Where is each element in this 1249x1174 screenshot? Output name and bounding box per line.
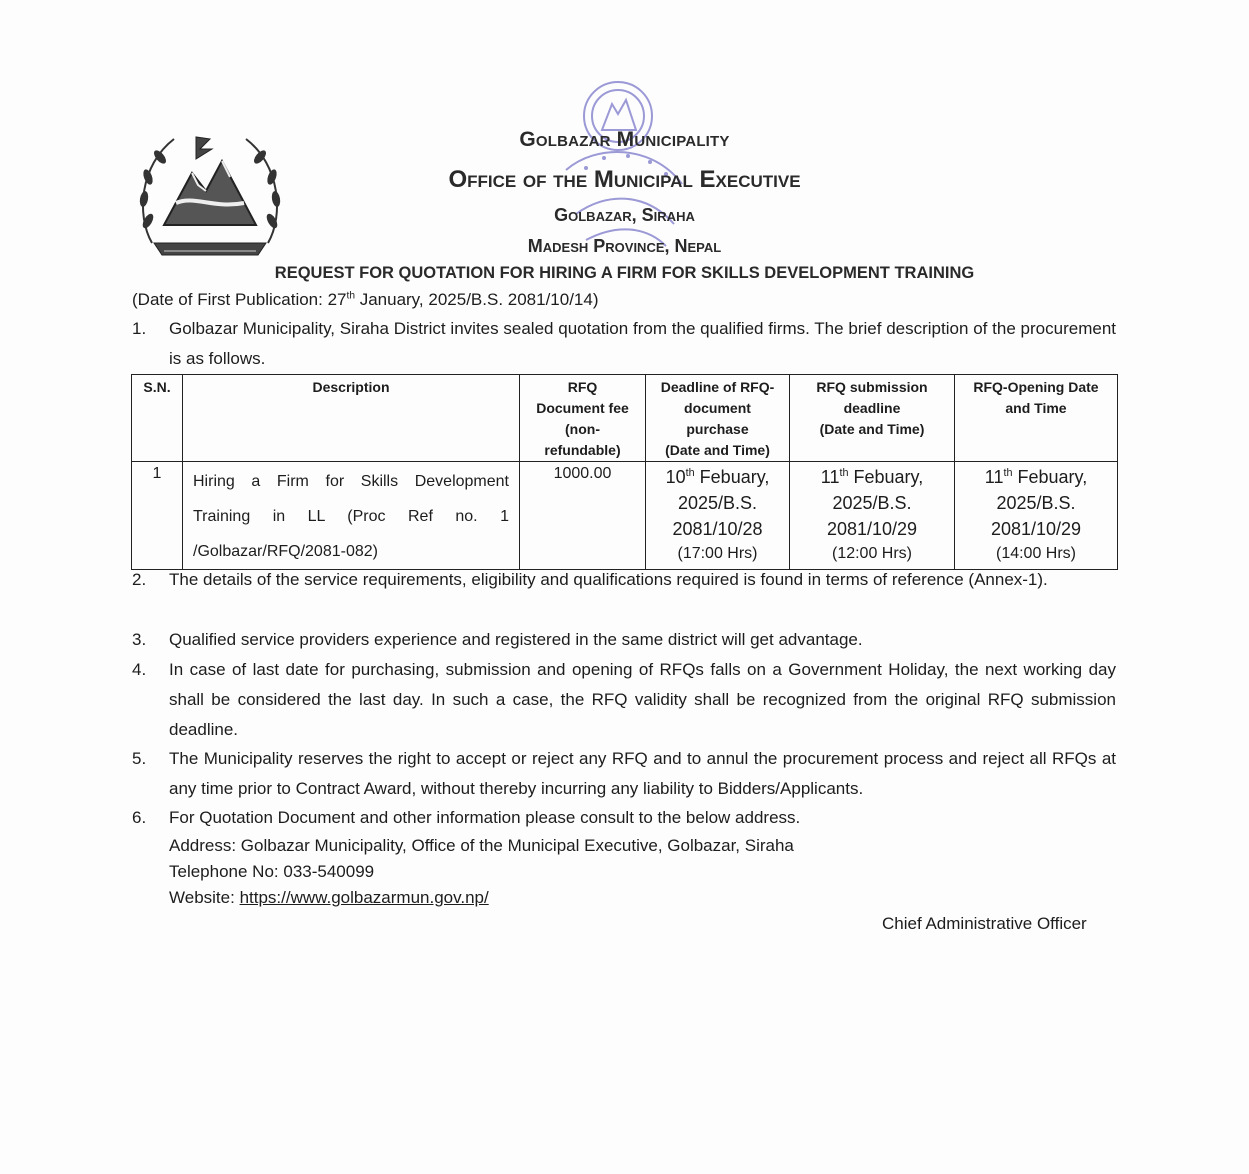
col-header-fee-line: RFQ: [567, 379, 598, 395]
col-header-submission-line: deadline: [843, 400, 901, 416]
date-sup: th: [1003, 467, 1013, 479]
office-location: Golbazar, Siraha: [554, 205, 695, 225]
date-line: [790, 464, 954, 490]
list-item-text: In case of last date for purchasing, submission and opening of RFQs falls on a Government Holiday, the next working day shall be considered the last day. In such a case, the RFQ validity shall be recognized from the original RFQ submission deadline.: [169, 660, 1116, 739]
col-header-purchase-line: document: [684, 400, 751, 416]
col-header-purchase-line: purchase: [686, 421, 749, 437]
col-header-purchase-line: (Date and Time): [665, 442, 770, 458]
date-hrs: (12:00 Hrs): [831, 545, 913, 562]
date-line: 2081/10/28: [672, 519, 763, 539]
list-item-number: 6.: [132, 808, 147, 827]
publication-date: [132, 290, 599, 310]
address-line: Address: Golbazar Municipality, Office of the Municipal Executive, Golbazar, Siraha: [169, 836, 794, 855]
date-line: 2025/B.S.: [996, 493, 1076, 513]
col-header-opening: [955, 375, 1118, 462]
cell-purchase-deadline: [646, 462, 790, 570]
col-header-submission-line: (Date and Time): [819, 421, 925, 437]
date-month: Febuary,: [694, 467, 770, 487]
date-day: 11: [984, 467, 1004, 487]
list-item-text: The Municipality reserves the right to accept or reject any RFQ and to annul the procurement process and reject all RFQs at any time prior to Contract Award, without thereby incurring any liability to Bidders/Applicants.: [169, 749, 1116, 798]
date-hrs: (17:00 Hrs): [677, 545, 758, 562]
list-item: [132, 625, 1116, 655]
list-item-number: 2.: [132, 570, 147, 589]
website-line: [169, 888, 489, 908]
col-header-fee-line: refundable): [544, 442, 621, 458]
table-row: [132, 462, 1118, 570]
date-line: 2025/B.S.: [832, 493, 912, 513]
col-header-sn: S.N.: [132, 375, 183, 462]
notice-title: REQUEST FOR QUOTATION FOR HIRING A FIRM FOR SKILLS DEVELOPMENT TRAINING: [274, 264, 975, 282]
publication-date-suffix: January, 2025/B.S. 2081/10/14): [354, 290, 599, 309]
website-label: Website:: [169, 888, 240, 907]
office-name: Office of the Municipal Executive: [448, 166, 801, 193]
list-item-text: Golbazar Municipality, Siraha District invites sealed quotation from the qualified firms. The brief description of the procurement is as follows.: [169, 319, 1116, 368]
signoff: Chief Administrative Officer: [882, 914, 1087, 933]
telephone-line: Telephone No: 033-540099: [169, 862, 375, 881]
list-item-text: Qualified service providers experience and registered in the same district will get advantage.: [169, 630, 863, 649]
list-item: [132, 744, 1116, 804]
list-item-text: The details of the service requirements, eligibility and qualifications required is found in terms of reference (Annex-1).: [169, 570, 1048, 589]
publication-date-prefix: (Date of First Publication: 27: [132, 290, 347, 309]
col-header-opening-line: and Time: [1005, 400, 1067, 416]
cell-sn: 1: [132, 462, 183, 570]
table-header-row: [132, 375, 1118, 462]
date-line: [955, 464, 1117, 490]
date-sup: th: [839, 467, 849, 479]
date-line: 2081/10/29: [990, 519, 1082, 539]
list-item-number: 5.: [132, 749, 147, 768]
col-header-purchase-line: Deadline of RFQ-: [660, 379, 775, 395]
list-item-number: 3.: [132, 630, 147, 649]
date-line: 2025/B.S.: [677, 493, 758, 513]
date-line: 2081/10/29: [826, 519, 918, 539]
date-month: Febuary,: [1012, 467, 1088, 487]
publication-date-sup: th: [346, 290, 355, 302]
date-sup: th: [685, 467, 695, 479]
cell-submission-deadline: [790, 462, 955, 570]
website-link[interactable]: https://www.golbazarmun.gov.np/: [239, 888, 489, 907]
list-item-number: 4.: [132, 660, 147, 679]
cell-description: Hiring a Firm for Skills Development Training in LL (Proc Ref no. 1 /Golbazar/RFQ/2081-082): [183, 462, 520, 570]
cell-fee: 1000.00: [520, 462, 646, 570]
list-item: [132, 314, 1116, 374]
date-month: Febuary,: [848, 467, 924, 487]
col-header-submission-line: RFQ submission: [816, 379, 928, 395]
date-hrs: (14:00 Hrs): [995, 545, 1077, 562]
office-province: Madesh Province, Nepal: [527, 236, 722, 256]
list-item: [132, 655, 1116, 745]
list-item-text: For Quotation Document and other information please consult to the below address.: [169, 808, 801, 827]
col-header-submission-deadline: [790, 375, 955, 462]
list-item: [132, 565, 1116, 595]
procurement-table: [131, 374, 1118, 570]
col-header-fee: [520, 375, 646, 462]
col-header-fee-line: (non-: [565, 421, 600, 437]
list-item: [132, 803, 1116, 833]
org-name: Golbazar Municipality: [519, 128, 730, 151]
cell-opening: [955, 462, 1118, 570]
col-header-opening-line: RFQ-Opening Date: [973, 379, 1099, 395]
date-line: [646, 464, 789, 490]
list-item-number: 1.: [132, 319, 147, 338]
date-day: 10: [665, 467, 686, 487]
col-header-description: Description: [183, 375, 520, 462]
col-header-purchase-deadline: [646, 375, 790, 462]
date-day: 11: [820, 467, 840, 487]
office-stamp-icon: [556, 74, 691, 254]
col-header-fee-line: Document fee: [536, 400, 629, 416]
